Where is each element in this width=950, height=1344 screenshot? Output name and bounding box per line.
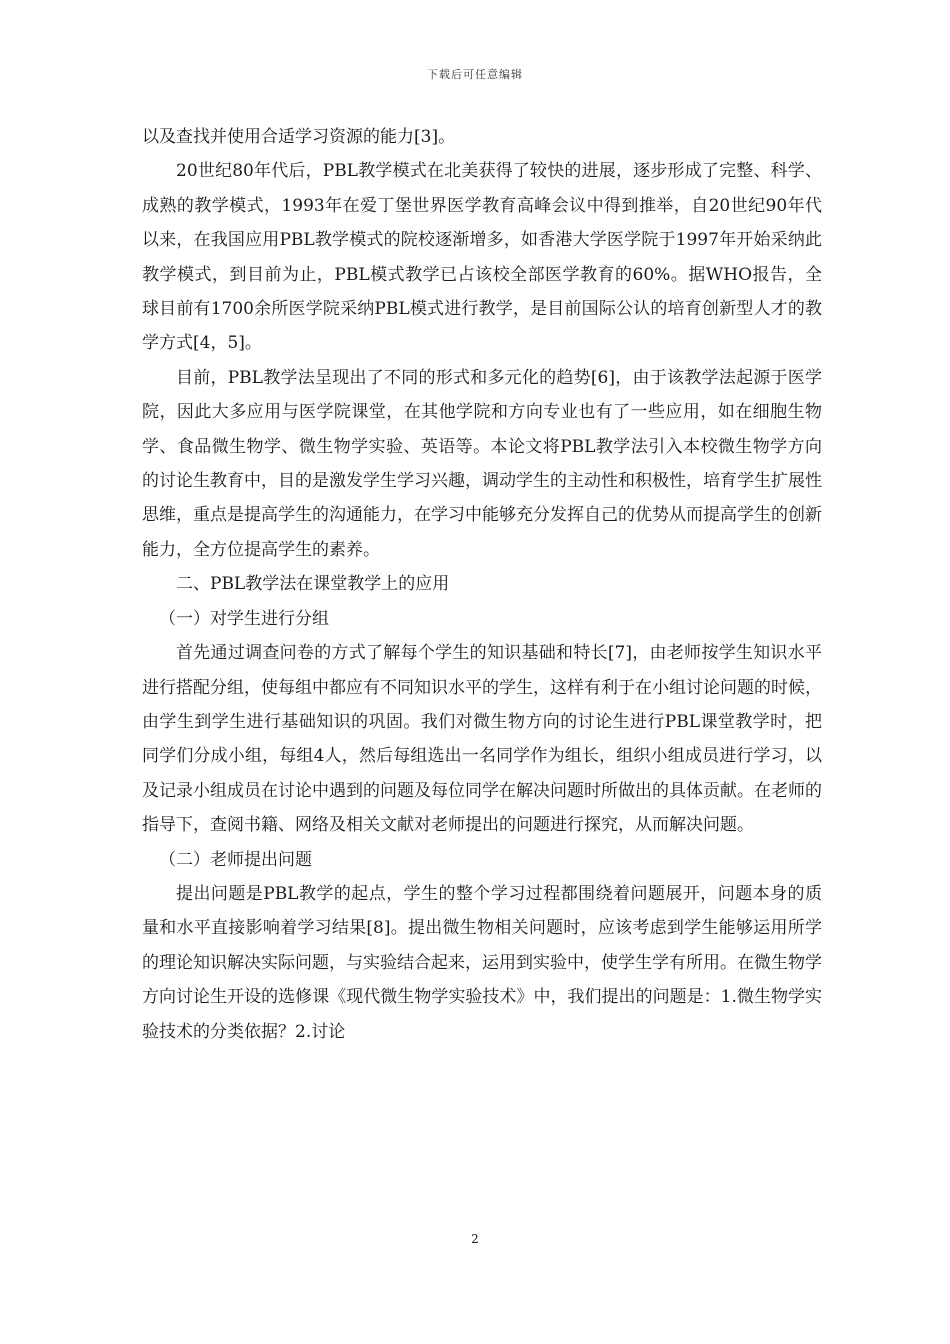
page-header: 下载后可任意编辑 bbox=[427, 68, 523, 81]
section-heading: 二、PBL教学法在课堂教学上的应用 bbox=[176, 574, 450, 595]
subsection-heading-grouping: （一）对学生进行分组 bbox=[159, 608, 329, 629]
paragraph-pbl-current: 目前，PBL教学法呈现出了不同的形式和多元化的趋势[6]，由于该教学法起源于医学院，因此大多应用与医学院课堂，在其他学院和方向专业也有了一些应用，如在细胞生物学、食品微生物学、微生物学实验、英语等。本论文将PBL教学法引入本校微生物学方向的讨论生教育中，目的是激发学生学习兴趣，调动学生的主动性和积极性，培育学生扩展性思维，重点是提高学生的沟通能力，在学习中能够充分发挥自己的优势从而提高学生的创新能力，全方位提高学生的素养。 bbox=[142, 367, 822, 560]
page-number: 2 bbox=[471, 1232, 479, 1246]
paragraph-questions: 提出问题是PBL教学的起点，学生的整个学习过程都围绕着问题展开，问题本身的质量和水平直接影响着学习结果[8]。提出微生物相关问题时，应该考虑到学生能够运用所学的理论知识解决实际问题，与实验结合起来，运用到实验中，使学生学有所用。在微生物学方向讨论生开设的选修课《现代微生物学实验技术》中，我们提出的问题是：1.微生物学实验技术的分类依据？2.讨论 bbox=[142, 883, 822, 1042]
subsection-heading-questions: （二）老师提出问题 bbox=[159, 849, 312, 870]
paragraph-pbl-history: 20世纪80年代后，PBL教学模式在北美获得了较快的进展，逐步形成了完整、科学、成熟的教学模式，1993年在爱丁堡世界医学教育高峰会议中得到推举，自20世纪90年代以来，在我国应用PBL教学模式的院校逐渐增多，如香港大学医学院于1997年开始采纳此教学模式，到目前为止，PBL模式教学已占该校全部医学教育的60%。据WHO报告，全球目前有1700余所医学院采纳PBL模式进行教学，是目前国际公认的培育创新型人才的教学方式[4，5]。 bbox=[142, 161, 822, 354]
document-body bbox=[142, 120, 822, 1049]
paragraph-grouping: 首先通过调查问卷的方式了解每个学生的知识基础和特长[7]，由老师按学生知识水平进行搭配分组，使每组中都应有不同知识水平的学生，这样有利于在小组讨论问题的时候，由学生到学生进行基础知识的巩固。我们对微生物方向的讨论生进行PBL课堂教学时，把同学们分成小组，每组4人，然后每组选出一名同学作为组长，组织小组成员进行学习，以及记录小组成员在讨论中遇到的问题及每位同学在解决问题时所做出的具体贡献。在老师的指导下，查阅书籍、网络及相关文献对老师提出的问题进行探究，从而解决问题。 bbox=[142, 643, 822, 836]
paragraph-continuation: 以及查找并使用合适学习资源的能力[3]。 bbox=[142, 127, 456, 147]
